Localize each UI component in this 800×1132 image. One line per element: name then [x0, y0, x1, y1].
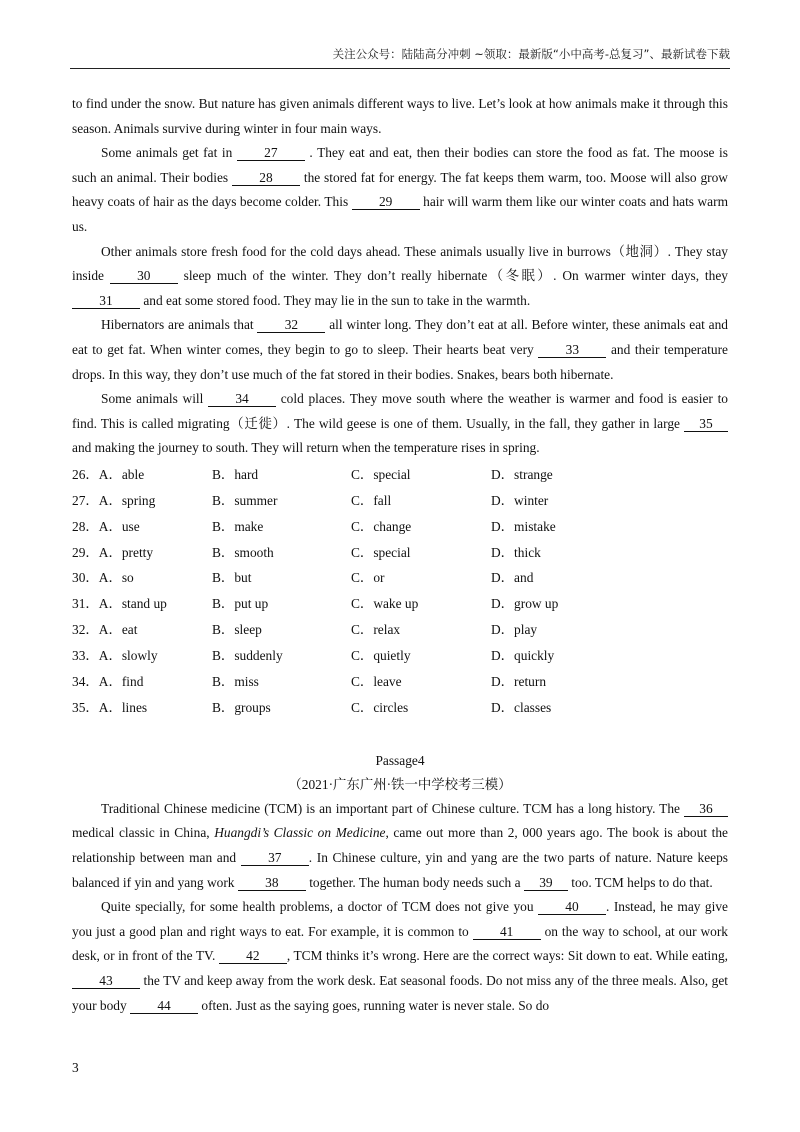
option-a-text: A．spring: [98, 492, 156, 508]
question-number: 28．: [72, 518, 99, 534]
text-run: . In Chinese culture, yin and yang are the two parts of nature. Nature keeps balanced if yin and yang work: [72, 850, 728, 890]
option-a: [72, 565, 212, 591]
option-a: [72, 591, 212, 617]
blank-34: 34: [208, 392, 276, 407]
option-b: B．smooth: [212, 544, 274, 560]
option-c: C．circles: [351, 699, 409, 715]
option-a-text: A．use: [98, 518, 140, 534]
question-row-30: [72, 565, 728, 591]
option-c: C．fall: [351, 492, 392, 508]
header-divider: [70, 68, 730, 69]
blank-40: 40: [538, 900, 606, 915]
text-run: cold places. They move south where the weather is warmer and food is easier to find. This is called migrating（迁徙）. The wild geese is one of them. Usually, in the fall, they gather in large: [72, 391, 728, 431]
question-row-26: [72, 462, 728, 488]
question-number: 33．: [72, 648, 99, 664]
blank-41: 41: [473, 925, 541, 940]
blank-35: 35: [684, 417, 728, 432]
blank-30: 30: [110, 269, 178, 284]
blank-36: 36: [684, 802, 728, 817]
option-b: B．make: [212, 518, 264, 534]
passage3-intro: to find under the snow. But nature has given animals different ways to live. Let’s look at how animals make it through this season. Animals survive during winter in four main ways.: [72, 96, 728, 136]
option-a: [72, 695, 212, 721]
option-b: B．miss: [212, 674, 259, 690]
question-number: 30．: [72, 570, 99, 586]
text-run: Other animals store fresh food for the cold days ahead. These animals usually live in burrows（地洞）. They stay inside: [72, 243, 728, 284]
passage4-source: （2021·广东广州·铁一中学校考三模）: [288, 776, 512, 792]
option-b: B．hard: [212, 466, 259, 482]
option-a-text: A．find: [98, 674, 144, 690]
question-row-31: [72, 591, 728, 617]
option-d: D．classes: [491, 699, 552, 715]
option-c: C．or: [351, 570, 385, 586]
option-d: D．play: [491, 622, 538, 638]
blank-43: 43: [72, 974, 140, 989]
text-run: all winter long. They don’t eat at all. Before winter, these animals eat and eat to get fat. When winter comes, they begin to go to sleep. Their hearts beat very: [72, 317, 729, 357]
passage4-paragraph-1: [72, 797, 728, 895]
option-d: D．return: [491, 674, 547, 690]
question-number: 31．: [72, 596, 99, 612]
option-a-text: A．stand up: [98, 596, 167, 612]
passage3-paragraph-2: [72, 240, 728, 314]
option-a-text: A．lines: [98, 699, 148, 715]
text-run: Quite specially, for some health problems, a doctor of TCM does not give you: [101, 899, 538, 915]
text-run: Hibernators are animals that: [101, 317, 258, 333]
question-number: 26．: [72, 466, 99, 482]
option-c: C．special: [351, 466, 411, 482]
text-run: Traditional Chinese medicine (TCM) is an important part of Chinese culture. TCM has a long history. The: [101, 800, 684, 816]
option-a: [72, 669, 212, 695]
blank-33: 33: [538, 343, 606, 358]
option-c: C．leave: [351, 674, 402, 690]
text-run: on the way to school, at our work desk, or in front of the TV.: [72, 923, 728, 964]
text-run: Some animals will: [101, 391, 209, 407]
answer-options: [72, 462, 728, 721]
blank-32: 32: [257, 318, 325, 333]
option-b: B．suddenly: [212, 648, 283, 664]
blank-28: 28: [232, 171, 300, 186]
passage3-paragraph-3: [72, 313, 728, 387]
text-run: the TV and keep away from the work desk. Eat seasonal foods. Do not miss any of the three meals. Also, get your body: [72, 972, 728, 1013]
option-a-text: A．able: [98, 466, 145, 482]
option-a: [72, 617, 212, 643]
text-run: and eat some stored food. They may lie in the sun to take in the warmth.: [140, 292, 531, 308]
text-run: medical classic in China,: [72, 825, 215, 841]
question-row-33: [72, 643, 728, 669]
question-row-32: [72, 617, 728, 643]
text-run: hair will warm them like our winter coats and hats warm us.: [72, 194, 728, 234]
passage4-title: Passage4: [375, 752, 425, 768]
option-d: D．strange: [491, 466, 553, 482]
page-number: 3: [72, 1060, 79, 1075]
option-d: D．grow up: [491, 596, 559, 612]
question-row-35: [72, 695, 728, 721]
page-header: 关注公众号：陆陆高分冲刺 ~领取：最新版“小中高考-总复习”、最新试卷下载: [332, 47, 730, 61]
blank-38: 38: [238, 876, 306, 891]
text-run: , TCM thinks it’s wrong. Here are the correct ways: Sit down to eat. While eating,: [286, 948, 728, 964]
passage3-paragraph-1: [72, 141, 728, 239]
text-run: and making the journey to south. They will return when the temperature rises in spring.: [72, 440, 540, 456]
option-b: B．summer: [212, 492, 278, 508]
question-row-28: [72, 514, 728, 540]
option-a-text: A．so: [98, 570, 134, 586]
option-b: B．groups: [212, 699, 271, 715]
blank-44: 44: [130, 999, 198, 1014]
book-title: Huangdi’s Classic on Medicine: [214, 825, 386, 841]
option-a: [72, 643, 212, 669]
text-run: and their temperature drops. In this way, they don’t use much of the fat stored in their bodies. Snakes, bears both hibernate.: [72, 341, 728, 382]
blank-37: 37: [241, 851, 309, 866]
option-c: C．quietly: [351, 648, 411, 664]
option-d: D．quickly: [491, 648, 555, 664]
question-row-27: [72, 488, 728, 514]
question-row-34: [72, 669, 728, 695]
option-a-text: A．pretty: [98, 544, 154, 560]
text-run: the stored fat for energy. The fat keeps them warm, too. Moose will also grow heavy coats of hair as the days become colder. This: [72, 169, 728, 210]
blank-39: 39: [524, 876, 568, 891]
question-number: 32．: [72, 622, 99, 638]
option-c: C．relax: [351, 622, 401, 638]
question-number: 35．: [72, 699, 99, 715]
text-run: . Instead, he may give you just a good plan and right ways to eat. For example, it is common to: [72, 899, 728, 939]
page-content: [72, 92, 728, 1018]
option-b: B．put up: [212, 596, 269, 612]
option-a-text: A．eat: [98, 622, 138, 638]
option-c: C．special: [351, 544, 411, 560]
option-d: D．and: [491, 570, 534, 586]
text-run: sleep much of the winter. They don’t really hibernate（冬眠）. On warmer winter days, they: [177, 268, 728, 284]
blank-42: 42: [219, 949, 287, 964]
text-run: together. The human body needs such a: [305, 874, 524, 890]
blank-27: 27: [237, 146, 305, 161]
option-b: B．sleep: [212, 622, 262, 638]
passage4-paragraph-2: [72, 895, 728, 1018]
text-run: too. TCM helps to do that.: [567, 874, 713, 890]
text-run: . They eat and eat, then their bodies can store the food as fat. The moose is such an animal. Their bodies: [72, 145, 728, 185]
option-a: [72, 540, 212, 566]
option-a: [72, 488, 212, 514]
question-row-29: [72, 540, 728, 566]
blank-29: 29: [352, 195, 420, 210]
option-c: C．wake up: [351, 596, 419, 612]
option-a-text: A．slowly: [98, 648, 158, 664]
option-a: [72, 514, 212, 540]
blank-31: 31: [72, 294, 140, 309]
option-c: C．change: [351, 518, 412, 534]
question-number: 34．: [72, 674, 99, 690]
option-b: B．but: [212, 570, 252, 586]
option-a: [72, 462, 212, 488]
passage3-paragraph-4: [72, 387, 728, 461]
text-run: Some animals get fat in: [101, 145, 237, 161]
text-run: , came out more than 2, 000 years ago. The book is about the relationship between man and: [72, 825, 728, 865]
text-run: often. Just as the saying goes, running water is never stale. So do: [198, 997, 550, 1013]
option-d: D．winter: [491, 492, 549, 508]
question-number: 29．: [72, 544, 99, 560]
question-number: 27．: [72, 492, 99, 508]
option-d: D．thick: [491, 544, 541, 560]
option-d: D．mistake: [491, 518, 556, 534]
